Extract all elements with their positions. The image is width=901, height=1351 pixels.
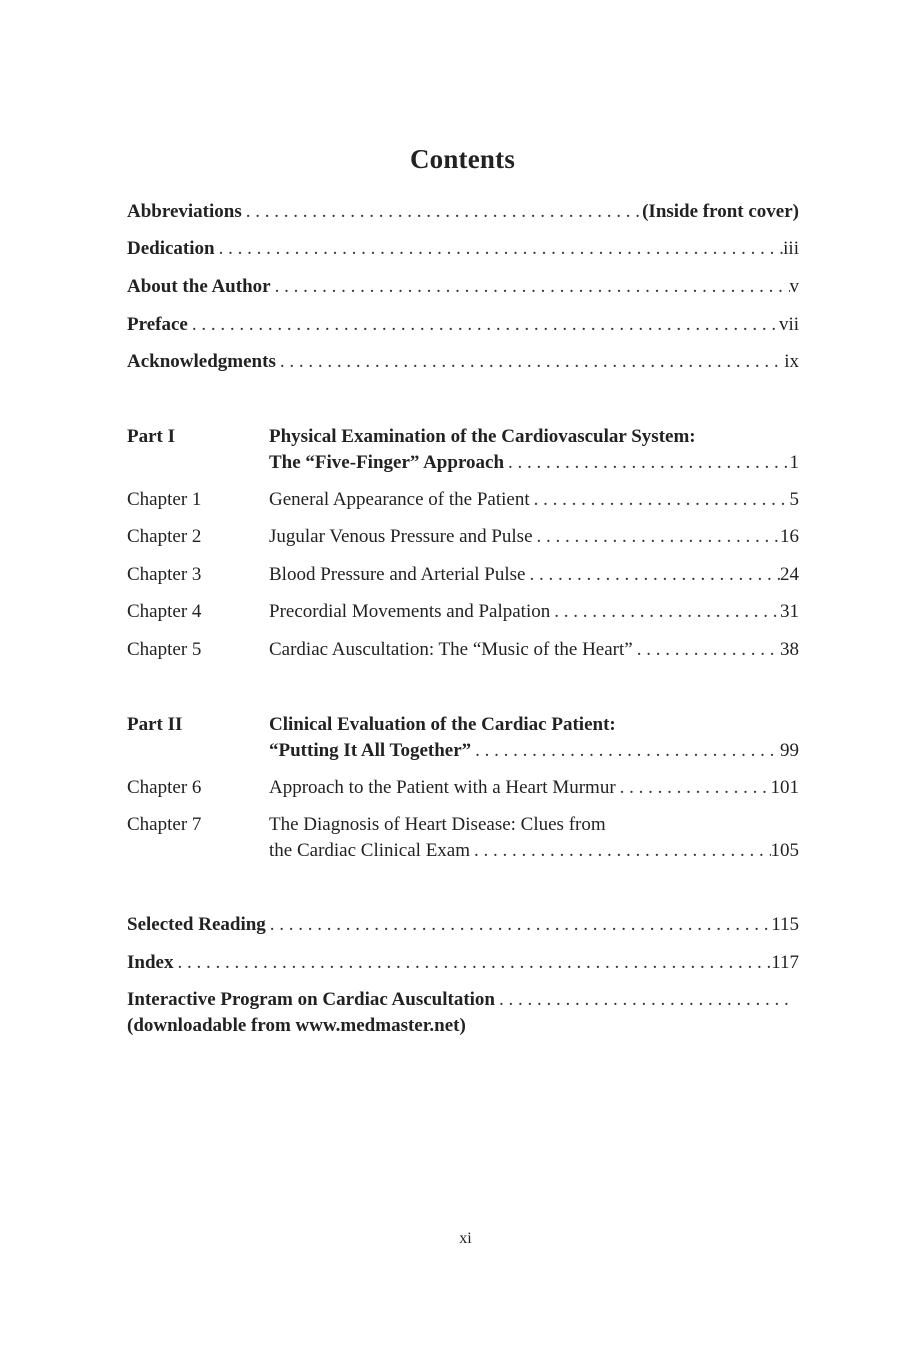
dot-leader	[215, 236, 784, 262]
entry-page: vii	[778, 314, 799, 335]
chapter-title: General Appearance of the Patient	[269, 489, 530, 510]
part-title-line1: Physical Examination of the Cardiovascular System:	[269, 426, 696, 447]
entry-page: 101	[770, 777, 799, 798]
dot-leader	[533, 524, 780, 550]
chapter-label: Chapter 2	[127, 526, 202, 547]
entry-page: 24	[780, 564, 799, 585]
chapter-label: Chapter 7	[127, 814, 202, 835]
entry-page: 117	[771, 952, 799, 973]
toc-entry-selected-reading	[127, 912, 799, 938]
toc-chapter-6	[127, 775, 799, 801]
chapter-title: Jugular Venous Pressure and Pulse	[269, 526, 533, 547]
entry-label: Selected Reading	[127, 914, 266, 935]
entry-label-line2: (downloadable from www.medmaster.net)	[127, 1015, 466, 1036]
entry-page: ix	[784, 351, 799, 372]
chapter-label: Chapter 5	[127, 639, 202, 660]
chapter-label: Chapter 6	[127, 777, 202, 798]
chapter-label: Chapter 1	[127, 489, 202, 510]
entry-page: iii	[783, 238, 799, 259]
dot-leader	[276, 349, 784, 375]
toc-part-2	[127, 712, 799, 764]
chapter-title: Precordial Movements and Palpation	[269, 601, 551, 622]
entry-page: 105	[770, 840, 799, 861]
page-number: xi	[459, 1230, 472, 1247]
dot-leader	[525, 562, 780, 588]
dot-leader	[616, 775, 771, 801]
toc-chapter-5	[127, 637, 799, 663]
entry-label: Index	[127, 952, 174, 973]
entry-page: 16	[780, 526, 799, 547]
part-title-line1: Clinical Evaluation of the Cardiac Patient:	[269, 714, 616, 735]
toc-entry-preface	[127, 312, 799, 338]
chapter-label: Chapter 3	[127, 564, 202, 585]
entry-page: 31	[780, 601, 799, 622]
toc-entry-about-author	[127, 274, 799, 300]
chapter-label: Chapter 4	[127, 601, 202, 622]
toc-chapter-7	[127, 812, 799, 864]
toc-chapter-2	[127, 524, 799, 550]
entry-page: 115	[771, 914, 799, 935]
entry-label: Preface	[127, 314, 188, 335]
part-label: Part I	[127, 426, 176, 447]
dot-leader	[173, 950, 771, 976]
toc-chapter-4	[127, 599, 799, 625]
part-title-line2: “Putting It All Together”	[269, 740, 472, 761]
toc-entry-interactive-program	[127, 987, 799, 1039]
entry-label: Dedication	[127, 238, 215, 259]
toc-entry-dedication	[127, 236, 799, 262]
toc-part-1	[127, 424, 799, 476]
page-title: Contents	[409, 144, 516, 174]
entry-page: 1	[789, 452, 799, 473]
part-title-line2: The “Five-Finger” Approach	[269, 452, 505, 473]
dot-leader	[550, 599, 780, 625]
dot-leader	[242, 199, 642, 225]
chapter-title: Blood Pressure and Arterial Pulse	[269, 564, 526, 585]
entry-label: Abbreviations	[127, 201, 242, 222]
entry-label: About the Author	[127, 276, 271, 297]
toc-chapter-1	[127, 487, 799, 513]
dot-leader	[504, 450, 789, 476]
part-label: Part II	[127, 714, 183, 735]
chapter-title: Cardiac Auscultation: The “Music of the Heart”	[269, 639, 633, 660]
dot-leader	[188, 312, 779, 338]
dot-leader	[495, 987, 792, 1013]
toc-entry-abbreviations	[127, 199, 799, 225]
dot-leader	[471, 738, 780, 764]
entry-page: 5	[789, 489, 799, 510]
chapter-title-line2: the Cardiac Clinical Exam	[269, 840, 471, 861]
dot-leader	[266, 912, 771, 938]
toc-entry-index	[127, 950, 799, 976]
toc-entry-acknowledgments	[127, 349, 799, 375]
dot-leader	[470, 838, 770, 864]
entry-label-line1: Interactive Program on Cardiac Auscultation	[127, 989, 495, 1010]
chapter-title: Approach to the Patient with a Heart Murmur	[269, 777, 616, 798]
entry-page: 99	[780, 740, 799, 761]
entry-page: 38	[780, 639, 799, 660]
entry-label: Acknowledgments	[127, 351, 276, 372]
chapter-title-line1: The Diagnosis of Heart Disease: Clues from	[269, 814, 606, 835]
dot-leader	[633, 637, 780, 663]
toc-chapter-3	[127, 562, 799, 588]
entry-page: v	[789, 276, 799, 297]
dot-leader	[530, 487, 790, 513]
dot-leader	[271, 274, 790, 300]
entry-page: (Inside front cover)	[642, 201, 799, 222]
